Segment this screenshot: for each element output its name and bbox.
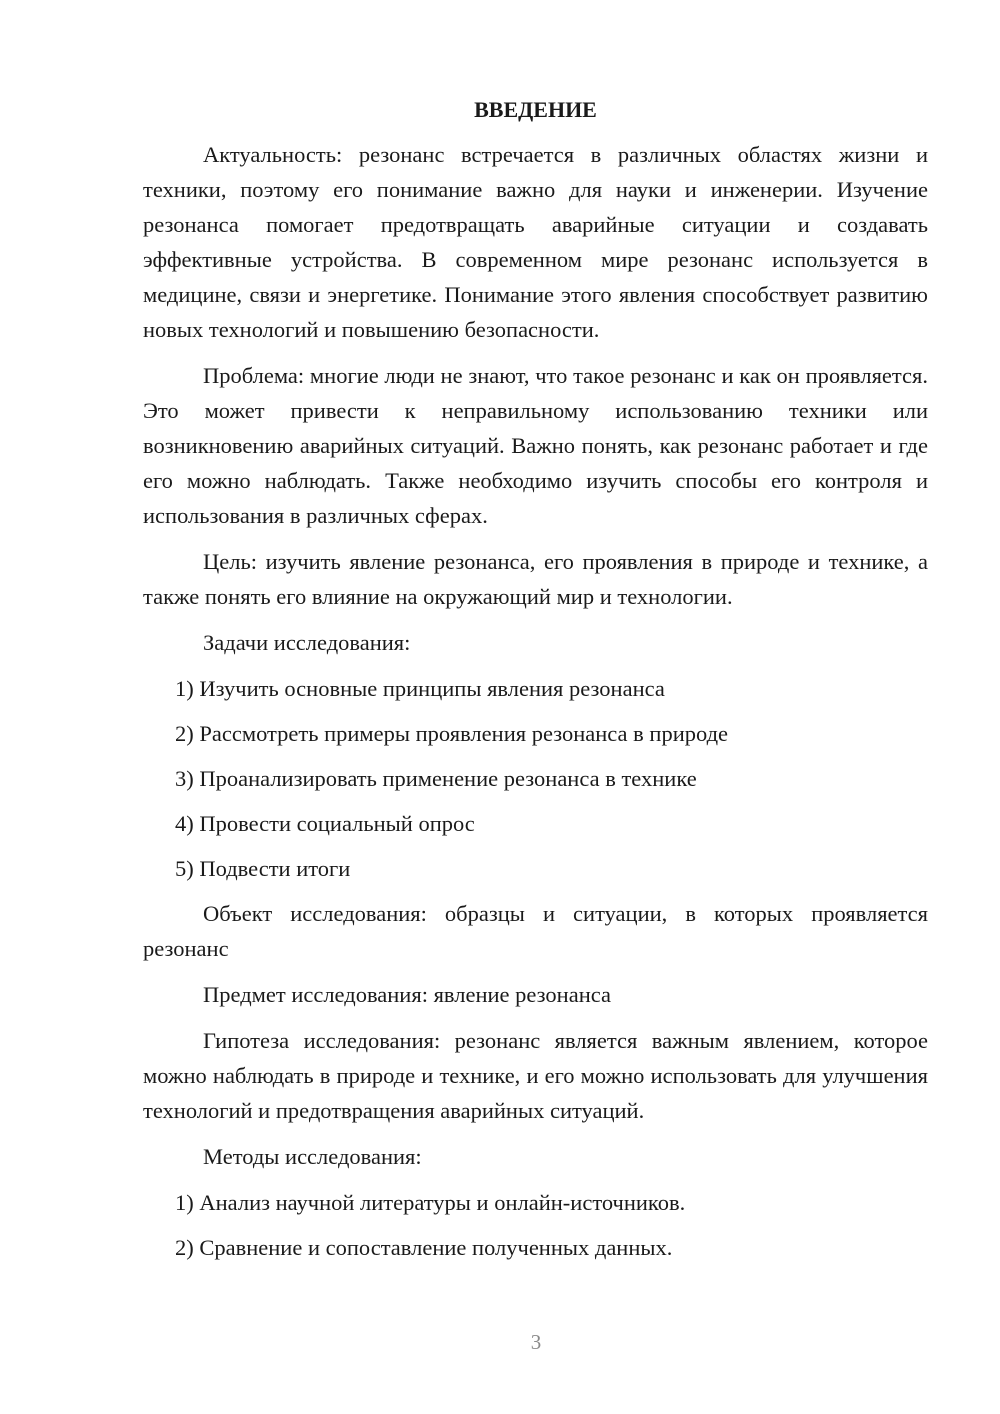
document-page — [143, 92, 928, 1275]
subject-paragraph: Предмет исследования: явление резонанса — [203, 982, 611, 1007]
methods-heading: Методы исследования: — [203, 1144, 422, 1169]
hypothesis-paragraph: Гипотеза исследования: резонанс является важным явлением, которое можно наблюдать в природе и технике, и его можно использовать для улучшения технологий и предотвращения аварийных ситуаций. — [143, 1028, 928, 1123]
tasks-heading: Задачи исследования: — [203, 630, 411, 655]
task-item: 3) Проанализировать применение резонанса в технике — [175, 766, 697, 791]
goal-paragraph: Цель: изучить явление резонанса, его проявления в природе и технике, а также понять его влияние на окружающий мир и технологии. — [143, 549, 928, 609]
problem-paragraph: Проблема: многие люди не знают, что такое резонанс и как он проявляется. Это может привести к неправильному использованию техники или возникновению аварийных ситуаций. Важно понять, как резонанс работает и где его можно наблюдать. Также необходимо изучить способы его контроля и использования в различных сферах. — [143, 363, 928, 528]
page-number: 3 — [530, 1330, 542, 1354]
methods-list — [143, 1185, 928, 1265]
tasks-list — [143, 671, 928, 886]
relevance-paragraph: Актуальность: резонанс встречается в различных областях жизни и техники, поэтому его понимание важно для науки и инженерии. Изучение резонанса помогает предотвращать аварийные ситуации и создавать эффективные устройства. В современном мире резонанс используется в медицине, связи и энергетике. Понимание этого явления способствует развитию новых технологий и повышению безопасности. — [143, 142, 928, 342]
task-item: 4) Провести социальный опрос — [175, 811, 475, 836]
task-item: 1) Изучить основные принципы явления резонанса — [175, 676, 665, 701]
task-item: 2) Рассмотреть примеры проявления резонанса в природе — [175, 721, 729, 746]
method-item: 2) Сравнение и сопоставление полученных данных. — [175, 1235, 673, 1260]
object-paragraph: Объект исследования: образцы и ситуации, в которых проявляется резонанс — [143, 901, 928, 961]
task-item: 5) Подвести итоги — [175, 856, 351, 881]
document-title: ВВЕДЕНИЕ — [474, 97, 597, 122]
method-item: 1) Анализ научной литературы и онлайн-источников. — [175, 1190, 686, 1215]
